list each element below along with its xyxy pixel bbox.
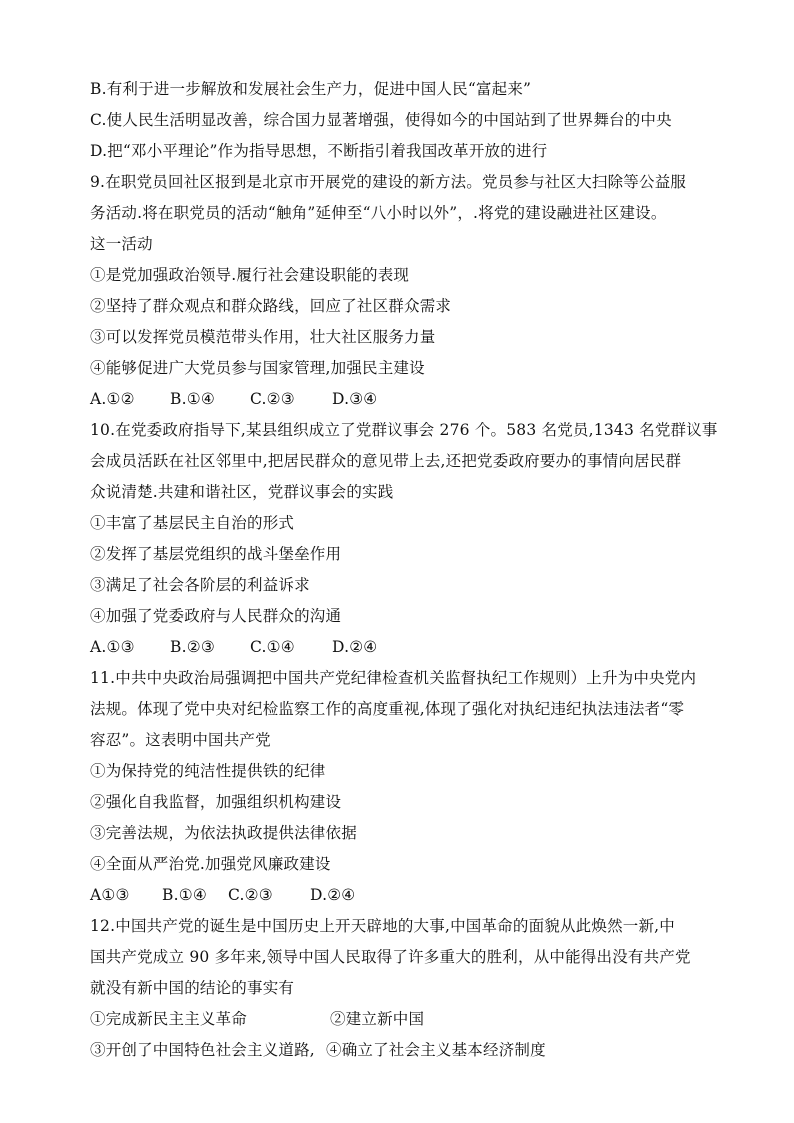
q9-choice-c: C.②③ xyxy=(250,390,295,408)
q11-statement-1: ①为保持党的纯洁性提供铁的纪律 xyxy=(90,762,326,780)
q10-statement-2: ②发挥了基层党组织的战斗堡垒作用 xyxy=(90,545,342,563)
question-9 xyxy=(90,167,718,415)
q12-stem-line: 就没有新中国的结论的事实有 xyxy=(90,979,295,997)
q11-choice-a: A①③ xyxy=(90,886,130,904)
q10-answer-choices xyxy=(90,632,718,663)
q12-stem-line: 12.中国共产党的诞生是中国历史上开天辟地的大事,中国革命的面貌从此焕然一新,中 xyxy=(90,917,676,935)
question-12 xyxy=(90,911,718,1066)
q8-option-d: D.把“邓小平理论”作为指导思想，不断指引着我国改革开放的进行 xyxy=(90,142,548,160)
q10-stem-line: 会成员活跃在社区邻里中,把居民群众的意见带上去,还把党委政府要办的事情向居民群 xyxy=(90,452,682,470)
q10-stem-line: 众说清楚.共建和谐社区，党群议事会的实践 xyxy=(90,483,394,501)
q11-stem-line: 容忍”。这表明中国共产党 xyxy=(90,731,271,749)
q10-choice-a: A.①③ xyxy=(90,638,135,656)
q9-answer-choices xyxy=(90,384,718,415)
q12-statement-4: ④确立了社会主义基本经济制度 xyxy=(326,1041,546,1059)
q9-choice-b: B.①④ xyxy=(170,390,215,408)
question-11 xyxy=(90,663,718,911)
q11-answer-choices xyxy=(90,880,718,911)
q8-option-c: C.使人民生活明显改善，综合国力显著增强，使得如今的中国站到了世界舞台的中央 xyxy=(90,111,672,129)
q10-stem-line: 10.在党委政府指导下,某县组织成立了党群议事会 276 个。583 名党员,1343 名党群议事 xyxy=(90,421,718,439)
q11-stem-line: 11.中共中央政治局强调把中国共产党纪律检查机关监督执纪工作规则）上升为中央党内 xyxy=(90,669,697,687)
q11-choice-c: C.②③ xyxy=(228,886,273,904)
q8-option-b: B.有利于进一步解放和发展社会生产力，促进中国人民“富起来” xyxy=(90,80,532,98)
q9-choice-d: D.③④ xyxy=(332,390,378,408)
document-page xyxy=(90,74,718,1066)
q10-statement-4: ④加强了党委政府与人民群众的沟通 xyxy=(90,607,342,625)
q10-statement-1: ①丰富了基层民主自治的形式 xyxy=(90,514,295,532)
q9-statement-2: ②坚持了群众观点和群众路线，回应了社区群众需求 xyxy=(90,297,452,315)
q10-choice-b: B.②③ xyxy=(170,638,215,656)
q9-statement-1: ①是党加强政治领导.履行社会建设职能的表现 xyxy=(90,266,410,284)
q9-stem-line: 9.在职党员回社区报到是北京市开展党的建设的新方法。党员参与社区大扫除等公益服 xyxy=(90,173,687,191)
q10-statement-3: ③满足了社会各阶层的利益诉求 xyxy=(90,576,310,594)
q9-stem-line: 这一活动 xyxy=(90,235,153,253)
q12-statements-row-1 xyxy=(90,1004,718,1035)
q11-statement-4: ④全面从严治党.加强党风廉政建设 xyxy=(90,855,331,873)
q12-statement-3: ③开创了中国特色社会主义道路, xyxy=(90,1041,315,1059)
q11-choice-b: B.①④ xyxy=(162,886,207,904)
q10-choice-c: C.①④ xyxy=(250,638,295,656)
q11-stem-line: 法规。体现了党中央对纪检监察工作的高度重视,体现了强化对执纪违纪执法违法者“零 xyxy=(90,700,685,718)
q12-statements-row-2 xyxy=(90,1035,718,1066)
q9-choice-a: A.①② xyxy=(90,390,135,408)
q11-statement-3: ③完善法规，为依法执政提供法律依据 xyxy=(90,824,357,842)
q11-statement-2: ②强化自我监督，加强组织机构建设 xyxy=(90,793,342,811)
q11-choice-d: D.②④ xyxy=(310,886,356,904)
q9-statement-3: ③可以发挥党员模范带头作用，壮大社区服务力量 xyxy=(90,328,436,346)
q10-choice-d: D.②④ xyxy=(332,638,378,656)
q12-statement-2: ②建立新中国 xyxy=(330,1010,425,1028)
q9-stem-line: 务活动.将在职党员的活动“触角”延伸至“八小时以外”，.将党的建设融进社区建设。 xyxy=(90,204,667,222)
question-10 xyxy=(90,415,718,663)
q12-stem-line: 国共产党成立 90 多年来,领导中国人民取得了许多重大的胜利，从中能得出没有共产党 xyxy=(90,948,691,966)
q12-statement-1: ①完成新民主主义革命 xyxy=(90,1010,248,1028)
q9-statement-4: ④能够促进广大党员参与国家管理,加强民主建设 xyxy=(90,359,425,377)
